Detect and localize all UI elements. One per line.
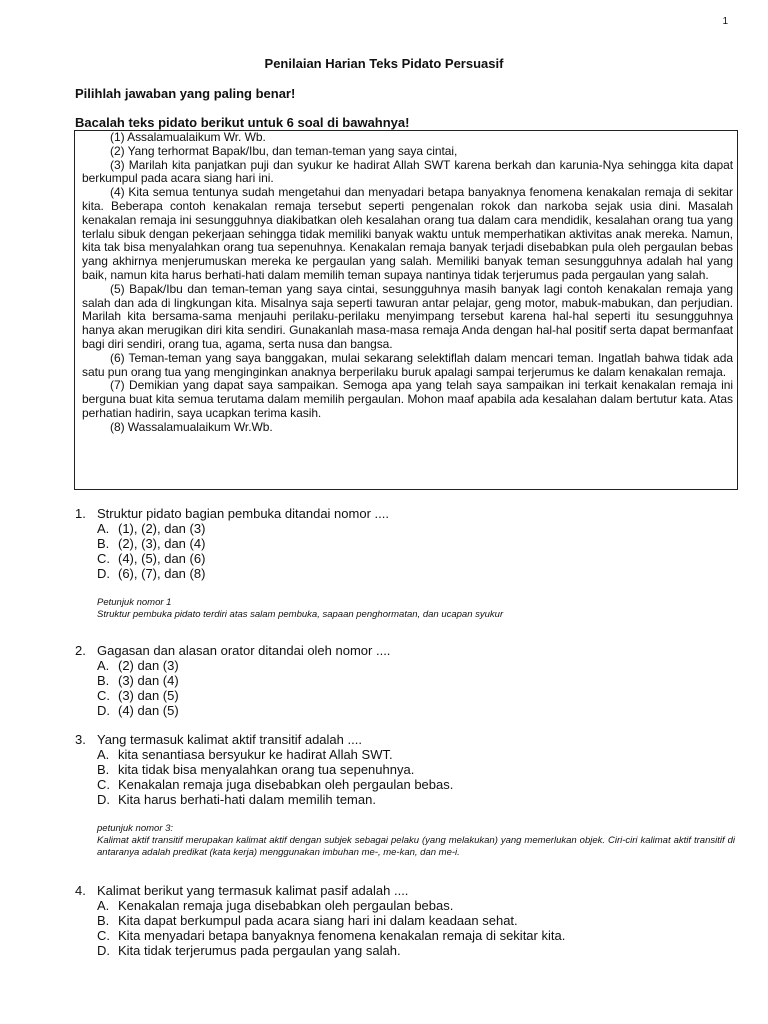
option-text: (6), (7), dan (8)	[118, 566, 206, 581]
page-title: Penilaian Harian Teks Pidato Persuasif	[264, 56, 504, 71]
option-text: (3) dan (4)	[118, 673, 179, 688]
option-d[interactable]	[97, 792, 735, 807]
option-a[interactable]	[97, 898, 735, 913]
question-4	[75, 883, 735, 958]
option-text: kita senantiasa bersyukur ke hadirat Allah SWT.	[118, 747, 393, 762]
option-letter: B.	[97, 673, 110, 688]
question-stem: Yang termasuk kalimat aktif transitif adalah ....	[97, 732, 362, 747]
question-stem: Gagasan dan alasan orator ditandai oleh nomor ....	[97, 643, 391, 658]
option-letter: A.	[97, 521, 110, 536]
option-text: Kita harus berhati-hati dalam memilih teman.	[118, 792, 376, 807]
option-letter: C.	[97, 688, 110, 703]
hint-body: Struktur pembuka pidato terdiri atas salam pembuka, sapaan penghormatan, dan ucapan syukur	[97, 609, 504, 620]
question-2	[75, 643, 735, 718]
option-letter: D.	[97, 566, 110, 581]
instruction-main: Pilihlah jawaban yang paling benar!	[75, 86, 296, 101]
option-letter: D.	[97, 703, 110, 718]
option-b[interactable]	[97, 913, 735, 928]
question-number: 3.	[75, 732, 86, 747]
question-list	[75, 506, 735, 958]
option-b[interactable]	[97, 762, 735, 777]
passage-paragraph-1: (1) Assalamualaikum Wr. Wb.	[110, 130, 266, 144]
option-text: Kita tidak terjerumus pada pergaulan yang salah.	[118, 943, 401, 958]
option-letter: C.	[97, 551, 110, 566]
option-text: (2) dan (3)	[118, 658, 179, 673]
option-c[interactable]	[97, 928, 735, 943]
option-text: (1), (2), dan (3)	[118, 521, 206, 536]
option-list	[97, 747, 735, 807]
option-c[interactable]	[97, 777, 735, 792]
option-text: Kenakalan remaja juga disebabkan oleh pergaulan bebas.	[118, 777, 454, 792]
option-text: (4), (5), dan (6)	[118, 551, 206, 566]
option-a[interactable]	[97, 521, 735, 536]
option-text: Kita dapat berkumpul pada acara siang hari ini dalam keadaan sehat.	[118, 913, 518, 928]
option-d[interactable]	[97, 566, 735, 581]
option-b[interactable]	[97, 536, 735, 551]
passage-paragraph-7: (7) Demikian yang dapat saya sampaikan. Semoga apa yang telah saya sampaikan ini terkait kenakalan remaja ini berguna buat kita semua terutama dalam memilih pergaulan. Mohon maaf apabila ada kesalahan dalam bertutur kata. Atas perhatian hadirin, saya ucapkan terima kasih.	[82, 378, 733, 420]
hint-body: Kalimat aktif transitif merupakan kalimat aktif dengan subjek sebagai pelaku (yang melakukan) yang memerlukan objek. Ciri-ciri kalimat aktif transitif di antaranya adalah predikat (kata kerja) menggunakan imbuhan me-, me-kan, dan me-i.	[97, 835, 735, 858]
option-list	[97, 898, 735, 958]
option-a[interactable]	[97, 658, 735, 673]
option-letter: A.	[97, 658, 110, 673]
option-text: Kita menyadari betapa banyaknya fenomena kenakalan remaja di sekitar kita.	[118, 928, 566, 943]
passage-paragraph-6: (6) Teman-teman yang saya banggakan, mulai sekarang selektiflah dalam mencari teman. Ingatlah bahwa tidak ada satu pun orang tua yang menginginkan anaknya berperilaku buruk apalagi sampai terjerumus ke dalam kenakalan remaja.	[82, 350, 733, 379]
hint-box	[97, 597, 735, 621]
question-stem: Kalimat berikut yang termasuk kalimat pasif adalah ....	[97, 883, 409, 898]
option-text: Kenakalan remaja juga disebabkan oleh pergaulan bebas.	[118, 898, 454, 913]
option-letter: A.	[97, 898, 110, 913]
option-letter: A.	[97, 747, 110, 762]
hint-title: petunjuk nomor 3:	[97, 823, 174, 834]
question-number: 1.	[75, 506, 86, 521]
question-3	[75, 732, 735, 859]
option-letter: C.	[97, 928, 110, 943]
option-text: (3) dan (5)	[118, 688, 179, 703]
option-c[interactable]	[97, 688, 735, 703]
passage-paragraph-3: (3) Marilah kita panjatkan puji dan syukur ke hadirat Allah SWT karena berkah dan karunia-Nya sehingga kita dapat berkumpul pada acara siang hari ini.	[82, 157, 733, 186]
option-letter: B.	[97, 536, 110, 551]
question-stem: Struktur pidato bagian pembuka ditandai nomor ....	[97, 506, 389, 521]
option-text: kita tidak bisa menyalahkan orang tua sepenuhnya.	[118, 762, 415, 777]
option-c[interactable]	[97, 551, 735, 566]
hint-title: Petunjuk nomor 1	[97, 597, 172, 608]
question-1	[75, 506, 735, 621]
option-letter: D.	[97, 792, 110, 807]
option-d[interactable]	[97, 943, 735, 958]
question-number: 2.	[75, 643, 86, 658]
speech-passage-box	[74, 130, 738, 490]
question-number: 4.	[75, 883, 86, 898]
passage-paragraph-2: (2) Yang terhormat Bapak/Ibu, dan teman-teman yang saya cintai,	[110, 143, 458, 158]
option-a[interactable]	[97, 747, 735, 762]
option-text: (4) dan (5)	[118, 703, 179, 718]
option-list	[97, 521, 735, 581]
passage-paragraph-5: (5) Bapak/Ibu dan teman-teman yang saya cintai, sesungguhnya masih banyak lagi contoh kenakalan remaja yang salah dan ada di lingkungan kita. Misalnya saja seperti tawuran antar pelajar, geng motor, mabuk-mabukan, dan perjudian. Marilah kita bersama-sama menjauhi perilaku-perilaku menyimpang tersebut karena hal-hal seperti itu sesungguhnya hanya akan merugikan diri kita sendiri. Gunakanlah masa-masa remaja Anda dengan hal-hal positif serta dapat bermanfaat bagi diri sendiri, orang tua, agama, serta nusa dan bangsa.	[82, 281, 733, 351]
option-text: (2), (3), dan (4)	[118, 536, 206, 551]
option-letter: B.	[97, 762, 110, 777]
option-b[interactable]	[97, 673, 735, 688]
option-letter: C.	[97, 777, 110, 792]
passage-paragraph-8: (8) Wassalamualaikum Wr.Wb.	[110, 419, 273, 434]
option-letter: B.	[97, 913, 110, 928]
page-number: 1	[722, 16, 728, 27]
passage-paragraph-4: (4) Kita semua tentunya sudah mengetahui dan menyadari betapa banyaknya fenomena kenakalan remaja di sekitar kita. Beberapa contoh kenakalan remaja tersebut seperti pengenalan rokok dan narkoba sejak usia dini. Masalah kenakalan remaja ini sesungguhnya diakibatkan oleh kesalahan orang tua dalam cara mendidik, kesalahan orang tua yang terlalu sibuk dengan pekerjaan sehingga tidak memiliki banyak waktu untuk memperhatikan aktivitas anak mereka. Namun, kita tak bisa menyalahkan orang tua sepenuhnya. Kenakalan remaja banyak terjadi disebabkan pula oleh pergaulan bebas yang akhirnya menjerumuskan mereka ke pergaulan yang salah. Memiliki banyak teman sesungguhnya adalah hal yang baik, namun kita harus berhati-hati dalam memilih teman supaya nantinya tidak terjerumus pada pergaulan yang salah.	[82, 185, 733, 282]
hint-box	[97, 823, 735, 859]
option-letter: D.	[97, 943, 110, 958]
instruction-passage: Bacalah teks pidato berikut untuk 6 soal di bawahnya!	[75, 115, 410, 130]
option-d[interactable]	[97, 703, 735, 718]
option-list	[97, 658, 735, 718]
